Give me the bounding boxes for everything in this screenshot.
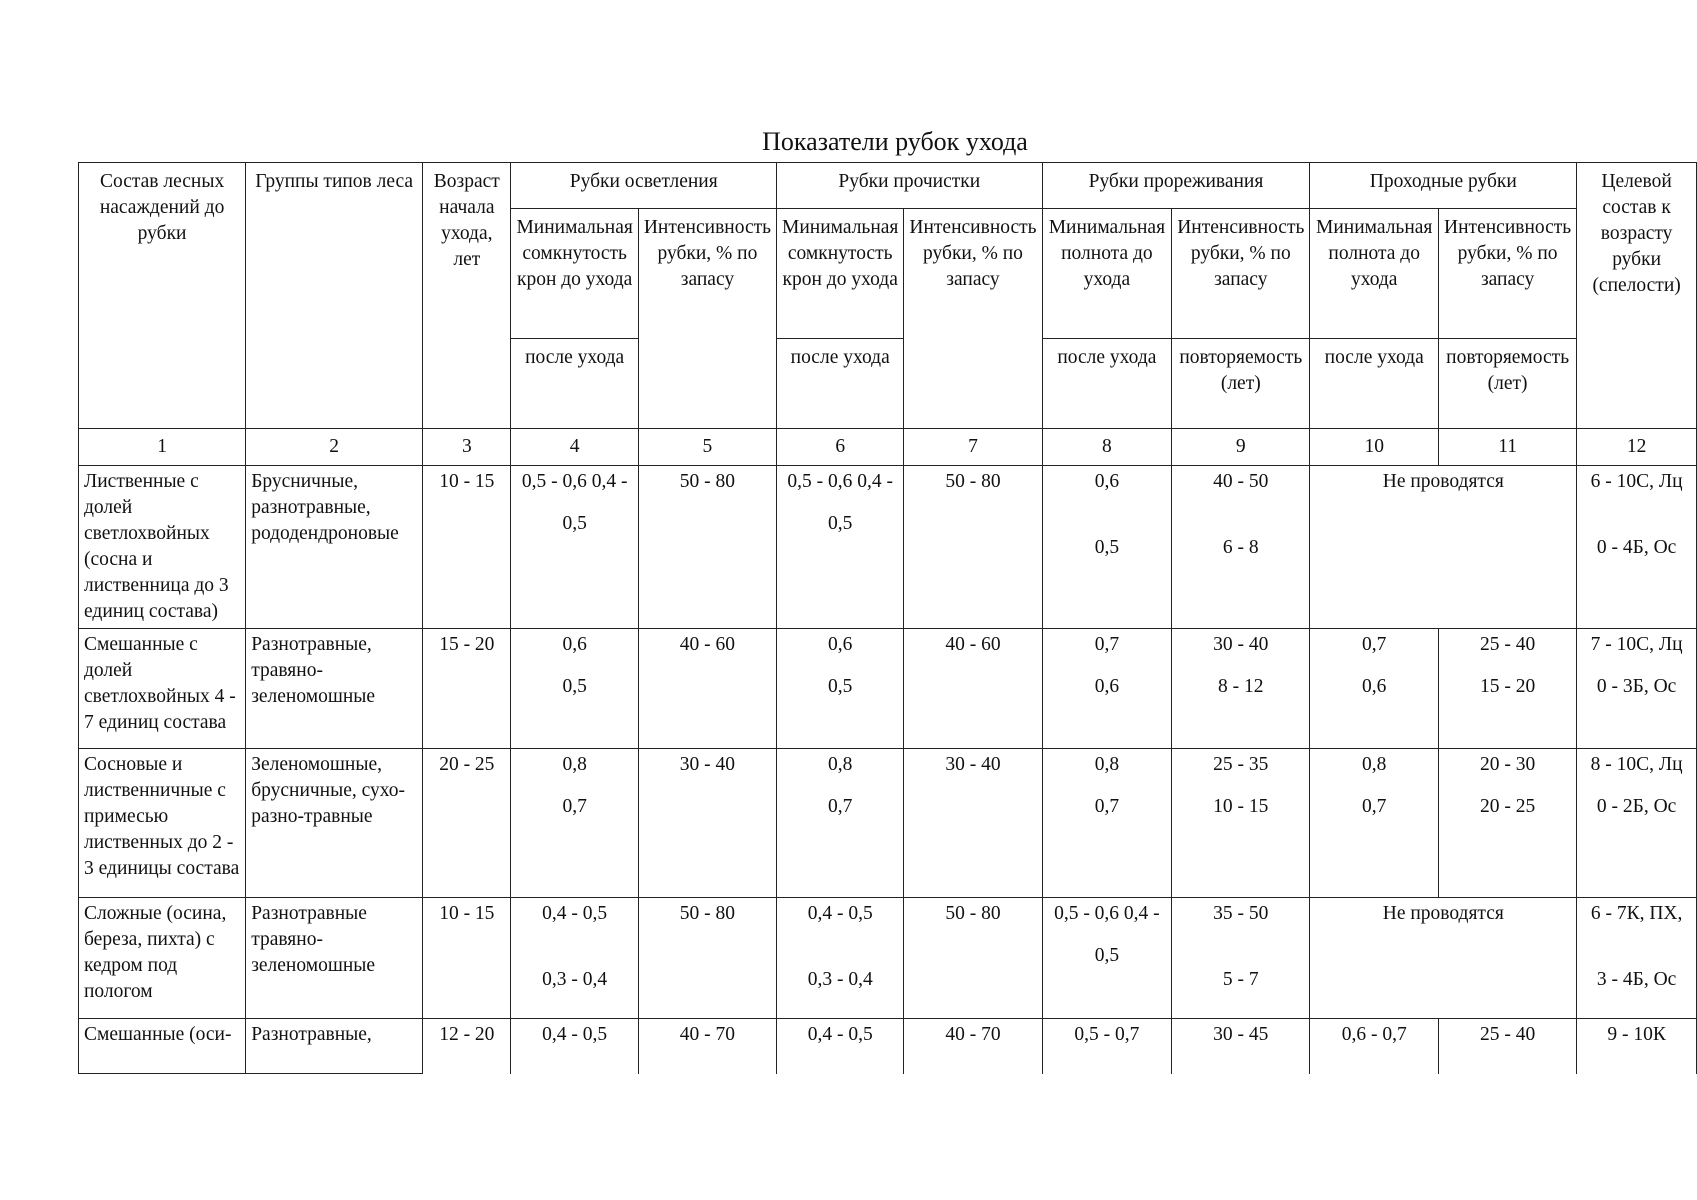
value-before: 0,8 bbox=[562, 754, 587, 775]
composition-cell: Сложные (осина, береза, пихта) с кедром под пологом bbox=[79, 898, 246, 1019]
value-cell bbox=[777, 898, 904, 1019]
header-clearing: Рубки осветления bbox=[511, 163, 777, 209]
value-after: 0 - 3Б, Ос bbox=[1596, 676, 1677, 697]
table-row bbox=[79, 466, 1697, 629]
value-after: 0 - 2Б, Ос bbox=[1596, 796, 1677, 817]
value-before: 0,7 bbox=[1362, 634, 1387, 655]
value-cell: 0,4 - 0,5 bbox=[777, 1019, 904, 1074]
value-cell bbox=[1042, 466, 1172, 629]
value-before: 7 - 10С, Лц bbox=[1590, 634, 1683, 655]
column-number: 7 bbox=[904, 429, 1042, 466]
header-intensity: Интенсивность рубки, % по запасу bbox=[1172, 209, 1310, 339]
value-before: 25 - 35 bbox=[1213, 754, 1269, 775]
value-cell: 30 - 40 bbox=[904, 749, 1042, 898]
header-min-stocking: Минимальная полнота до ухода bbox=[1310, 209, 1439, 339]
value-cell bbox=[1042, 629, 1172, 749]
header-intensity: Интенсивность рубки, % по запасу bbox=[904, 209, 1042, 429]
value-cell bbox=[511, 749, 638, 898]
value-cell: 30 - 45 bbox=[1172, 1019, 1310, 1074]
value-before: 0,8 bbox=[828, 754, 853, 775]
value-cell bbox=[777, 466, 904, 629]
value-before: 6 - 7К, ПХ, bbox=[1590, 903, 1683, 924]
value-cell bbox=[777, 629, 904, 749]
age-cell: 10 - 15 bbox=[423, 898, 511, 1019]
value-cell: 40 - 60 bbox=[904, 629, 1042, 749]
column-number: 11 bbox=[1439, 429, 1577, 466]
value-before: 0,6 bbox=[1094, 471, 1120, 492]
value-after: 0,5 bbox=[1094, 945, 1120, 966]
value-cell: 50 - 80 bbox=[638, 466, 776, 629]
value-cell: 30 - 40 bbox=[638, 749, 776, 898]
not-performed-cell: Не проводятся bbox=[1310, 466, 1577, 629]
age-cell: 15 - 20 bbox=[423, 629, 511, 749]
value-before: 0,6 bbox=[828, 634, 853, 655]
table-row bbox=[79, 629, 1697, 749]
value-after: 0,3 - 0,4 bbox=[542, 969, 608, 990]
value-after: 0,6 bbox=[1094, 676, 1120, 697]
value-cell bbox=[1042, 898, 1172, 1019]
value-cell: 9 - 10К bbox=[1577, 1019, 1697, 1074]
value-cell: 50 - 80 bbox=[904, 466, 1042, 629]
value-cell bbox=[1310, 629, 1439, 749]
column-number: 10 bbox=[1310, 429, 1439, 466]
header-min-crown-density: Минимальная сомкнутость крон до ухода bbox=[777, 209, 904, 339]
column-number: 4 bbox=[511, 429, 638, 466]
value-cell bbox=[1439, 629, 1577, 749]
value-cell bbox=[1577, 629, 1697, 749]
not-performed-cell: Не проводятся bbox=[1310, 898, 1577, 1019]
header-cleaning: Рубки прочистки bbox=[777, 163, 1043, 209]
value-before: 0,8 bbox=[1094, 754, 1120, 775]
value-cell: 50 - 80 bbox=[904, 898, 1042, 1019]
value-before: 40 - 50 bbox=[1213, 471, 1269, 492]
header-intensity: Интенсивность рубки, % по запасу bbox=[638, 209, 776, 429]
column-number: 8 bbox=[1042, 429, 1172, 466]
forest-type-cell: Брусничные, разнотравные, рододендроновые bbox=[246, 466, 423, 629]
table-row bbox=[79, 898, 1697, 1019]
value-after: 0,7 bbox=[562, 796, 587, 817]
value-before: 0,5 - 0,6 0,4 - bbox=[787, 471, 894, 492]
value-before: 0,6 bbox=[562, 634, 587, 655]
forest-type-cell: Зеленомошные, брусничные, сухо-разно-травные bbox=[246, 749, 423, 898]
column-number: 2 bbox=[246, 429, 423, 466]
value-cell: 25 - 40 bbox=[1439, 1019, 1577, 1074]
thinning-indicators-table bbox=[78, 162, 1697, 1074]
composition-cell: Смешанные (оси- bbox=[79, 1019, 246, 1074]
value-cell: 50 - 80 bbox=[638, 898, 776, 1019]
age-cell: 20 - 25 bbox=[423, 749, 511, 898]
value-cell bbox=[1577, 749, 1697, 898]
value-after: 3 - 4Б, Ос bbox=[1596, 969, 1677, 990]
value-after: 0 - 4Б, Ос bbox=[1596, 537, 1677, 558]
header-after-care: после ухода bbox=[511, 339, 638, 429]
value-before: 0,7 bbox=[1094, 634, 1120, 655]
value-before: 30 - 40 bbox=[1213, 634, 1269, 655]
composition-cell: Лиственные с долей светлохвойных (сосна и лиственница до 3 единиц состава) bbox=[79, 466, 246, 629]
table-row bbox=[79, 749, 1697, 898]
header-start-age: Возраст начала ухода, лет bbox=[423, 163, 511, 429]
value-before: 8 - 10С, Лц bbox=[1590, 754, 1683, 775]
value-after: 0,5 bbox=[828, 513, 853, 534]
value-after: 6 - 8 bbox=[1222, 537, 1259, 558]
header-after-care: после ухода bbox=[777, 339, 904, 429]
column-number: 5 bbox=[638, 429, 776, 466]
value-before: 0,5 - 0,6 0,4 - bbox=[1054, 903, 1160, 924]
value-before: 6 - 10С, Лц bbox=[1590, 471, 1683, 492]
column-number: 12 bbox=[1577, 429, 1697, 466]
value-cell bbox=[1577, 466, 1697, 629]
column-number: 3 bbox=[423, 429, 511, 466]
value-after: 20 - 25 bbox=[1479, 796, 1536, 817]
header-forest-types: Группы типов леса bbox=[246, 163, 423, 429]
value-cell bbox=[1042, 749, 1172, 898]
value-cell: 40 - 70 bbox=[638, 1019, 776, 1074]
value-after: 0,5 bbox=[562, 676, 587, 697]
header-intensity: Интенсивность рубки, % по запасу bbox=[1439, 209, 1577, 339]
value-cell bbox=[511, 629, 638, 749]
forest-type-cell: Разнотравные, травяно-зеленомошные bbox=[246, 629, 423, 749]
value-cell: 0,5 - 0,7 bbox=[1042, 1019, 1172, 1074]
age-cell: 10 - 15 bbox=[423, 466, 511, 629]
value-cell bbox=[1310, 749, 1439, 898]
value-after: 0,5 bbox=[828, 676, 853, 697]
header-thinning: Рубки прореживания bbox=[1042, 163, 1310, 209]
value-after: 0,6 bbox=[1362, 676, 1387, 697]
value-cell bbox=[1172, 749, 1310, 898]
value-cell bbox=[1577, 898, 1697, 1019]
value-after: 10 - 15 bbox=[1213, 796, 1269, 817]
value-cell: 0,6 - 0,7 bbox=[1310, 1019, 1439, 1074]
table-row bbox=[79, 1019, 1697, 1074]
value-cell bbox=[777, 749, 904, 898]
value-before: 0,4 - 0,5 bbox=[807, 903, 873, 924]
age-cell: 12 - 20 bbox=[423, 1019, 511, 1074]
value-after: 0,7 bbox=[1362, 796, 1387, 817]
value-before: 0,4 - 0,5 bbox=[542, 903, 608, 924]
header-after-care: после ухода bbox=[1310, 339, 1439, 429]
value-after: 15 - 20 bbox=[1479, 676, 1536, 697]
header-passage-cutting: Проходные рубки bbox=[1310, 163, 1577, 209]
value-before: 0,8 bbox=[1362, 754, 1387, 775]
value-before: 20 - 30 bbox=[1479, 754, 1536, 775]
value-before: 25 - 40 bbox=[1479, 634, 1536, 655]
value-after: 5 - 7 bbox=[1222, 969, 1259, 990]
header-min-crown-density: Минимальная сомкнутость крон до ухода bbox=[511, 209, 638, 339]
column-number: 1 bbox=[79, 429, 246, 466]
value-after: 0,5 bbox=[1094, 537, 1120, 558]
value-cell bbox=[511, 898, 638, 1019]
value-cell: 40 - 70 bbox=[904, 1019, 1042, 1074]
forest-type-cell: Разнотравные травяно-зеленомошные bbox=[246, 898, 423, 1019]
header-min-stocking: Минимальная полнота до ухода bbox=[1042, 209, 1172, 339]
value-after: 0,7 bbox=[1094, 796, 1120, 817]
value-cell bbox=[1172, 466, 1310, 629]
header-repeatability: повторяемость (лет) bbox=[1172, 339, 1310, 429]
value-after: 8 - 12 bbox=[1218, 676, 1264, 697]
value-cell bbox=[1439, 749, 1577, 898]
value-cell bbox=[511, 466, 638, 629]
value-before: 0,5 - 0,6 0,4 - bbox=[521, 471, 628, 492]
header-target-composition: Целевой состав к возрасту рубки (спелости) bbox=[1577, 163, 1697, 429]
value-cell bbox=[1172, 898, 1310, 1019]
value-after: 0,7 bbox=[828, 796, 853, 817]
column-number: 9 bbox=[1172, 429, 1310, 466]
header-after-care: после ухода bbox=[1042, 339, 1172, 429]
forest-type-cell: Разнотравные, bbox=[246, 1019, 423, 1074]
column-number: 6 bbox=[777, 429, 904, 466]
value-cell: 0,4 - 0,5 bbox=[511, 1019, 638, 1074]
value-after: 0,5 bbox=[562, 513, 587, 534]
composition-cell: Смешанные с долей светлохвойных 4 - 7 единиц состава bbox=[79, 629, 246, 749]
header-repeatability: повторяемость (лет) bbox=[1439, 339, 1577, 429]
value-cell bbox=[1172, 629, 1310, 749]
page-title: Показатели рубок ухода bbox=[762, 127, 1028, 156]
header-composition: Состав лесных насаждений до рубки bbox=[79, 163, 246, 429]
value-cell: 40 - 60 bbox=[638, 629, 776, 749]
value-before: 35 - 50 bbox=[1213, 903, 1269, 924]
value-after: 0,3 - 0,4 bbox=[807, 969, 873, 990]
composition-cell: Сосновые и лиственничные с примесью лиственных до 2 - 3 единицы состава bbox=[79, 749, 246, 898]
